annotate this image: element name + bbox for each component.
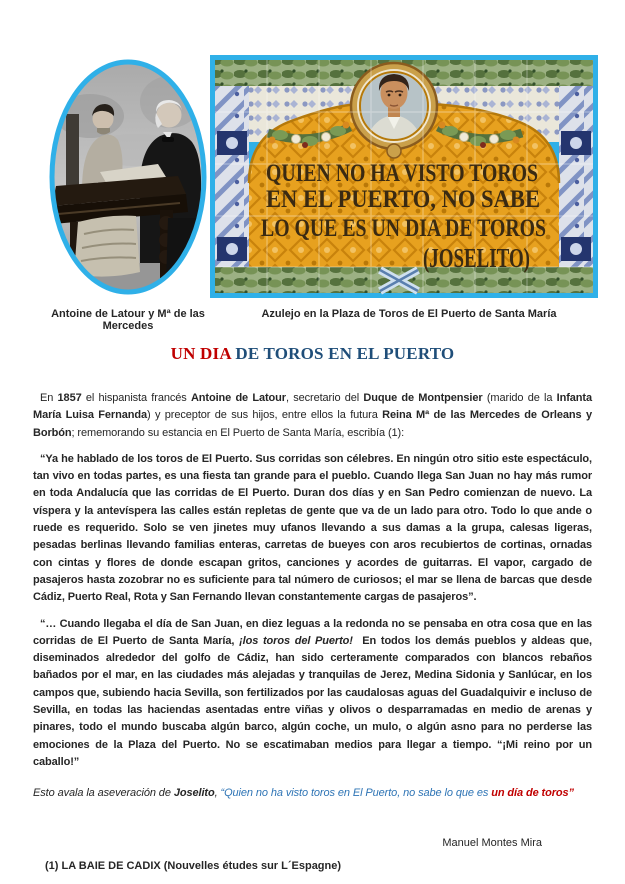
paragraph-intro: En 1857 el hispanista francés Antoine de Latour, secretario del Duque de Montpensier (marido de la Infanta María Luisa Fernanda) y preceptor de sus hijos, entre ellos la futura Reina Mª de las Mercedes de Orleans y Borbón; rememorando su estancia en El Puerto de Santa María, escribía (1): — [33, 392, 592, 439]
caption-right: Azulejo en la Plaza de Toros de El Puerto de Santa María — [261, 308, 557, 320]
tile-text-line: QUIEN NO HA VISTO TOROS — [266, 160, 538, 187]
paragraph-quote-2: “… Cuando llegaba el día de San Juan, en diez leguas a la redonda no se pensaba en otra cosa que en las corridas de El Puerto de Santa María, ¡los toros del Puerto! En todos los demás pueblos y aldeas que, diseminados alrededor del golfo de Cádiz, han sido certeramente comparados con blancos rebaños bañados por el mar, en las ciudades más alejadas y tranquilas de Jerez, Medina Sidonia y Sanlúcar, en los campos que, subiendo hacia Sevilla, son fertilizados por las caudalosas aguas del Guadalquivir e incluso de Sevilla, en todas las haciendas asentadas entre viñas y olivos o desparramadas en medio de arenas y pinares, todo el mundo buscaba algún barco, algún coche, un mulo, o algún asno para no perderse las emociones de la Plaza del Puerto. No se escatimaban medios para llegar a tiempo. “¡Mi reino por un caballo!” — [33, 617, 592, 768]
page-title: UN DIA DE TOROS EN EL PUERTO — [170, 344, 455, 363]
tile-text-line: (JOSELITO) — [423, 243, 530, 273]
tile-text-line: EN EL PUERTO, NO SABE — [266, 186, 540, 213]
author-signature: Manuel Montes Mira — [442, 836, 542, 849]
paragraph-closing: Esto avala la aseveración de Joselito, “Quien no ha visto toros en El Puerto, no sabe lo que es un día de toros” — [33, 787, 574, 800]
footnote: (1) LA BAIE DE CADIX (Nouvelles études sur L´Espagne) — [45, 859, 342, 872]
paragraph-quote-1: “Ya he hablado de los toros de El Puerto. Sus corridas son célebres. En ningún otro sitio este espectáculo, tan vivo en todas partes, es una fiesta tan grande para el pueblo. Cuando llega San Juan no hay más rumor en toda Andalucía que las corridas de El Puerto. Duran dos días y en San Pedro comienzan de nuevo. La víspera y la antevíspera las calles están repletas de gente que va de un lado para otro. Todo lo que ande o ruede es requerido. Solo se ven jinetes muy ufanos llevando a sus damas a la grupa, calesas ligeras, pesadas berlinas llevando familias enteras, carretas de bueyes con aros recubiertos de cortinas, ornadas con cintas y flores de donde escapan gritos, canciones y acordes de guitarras. El vapor, cargado de pasajeros hasta zozobrar no es suficiente para tal número de curiosos; el mar se llena de barcas que desde Cádiz, Puerto Real, Rota y San Fernando llevan constantemente cargas de pasajeros”. — [33, 452, 592, 604]
tile-text-line: LO QUE ES UN DIA DE TOROS — [261, 215, 546, 242]
caption-left: Antoine de Latour y Mª de las Mercedes — [51, 308, 205, 332]
article-body — [33, 0, 592, 872]
